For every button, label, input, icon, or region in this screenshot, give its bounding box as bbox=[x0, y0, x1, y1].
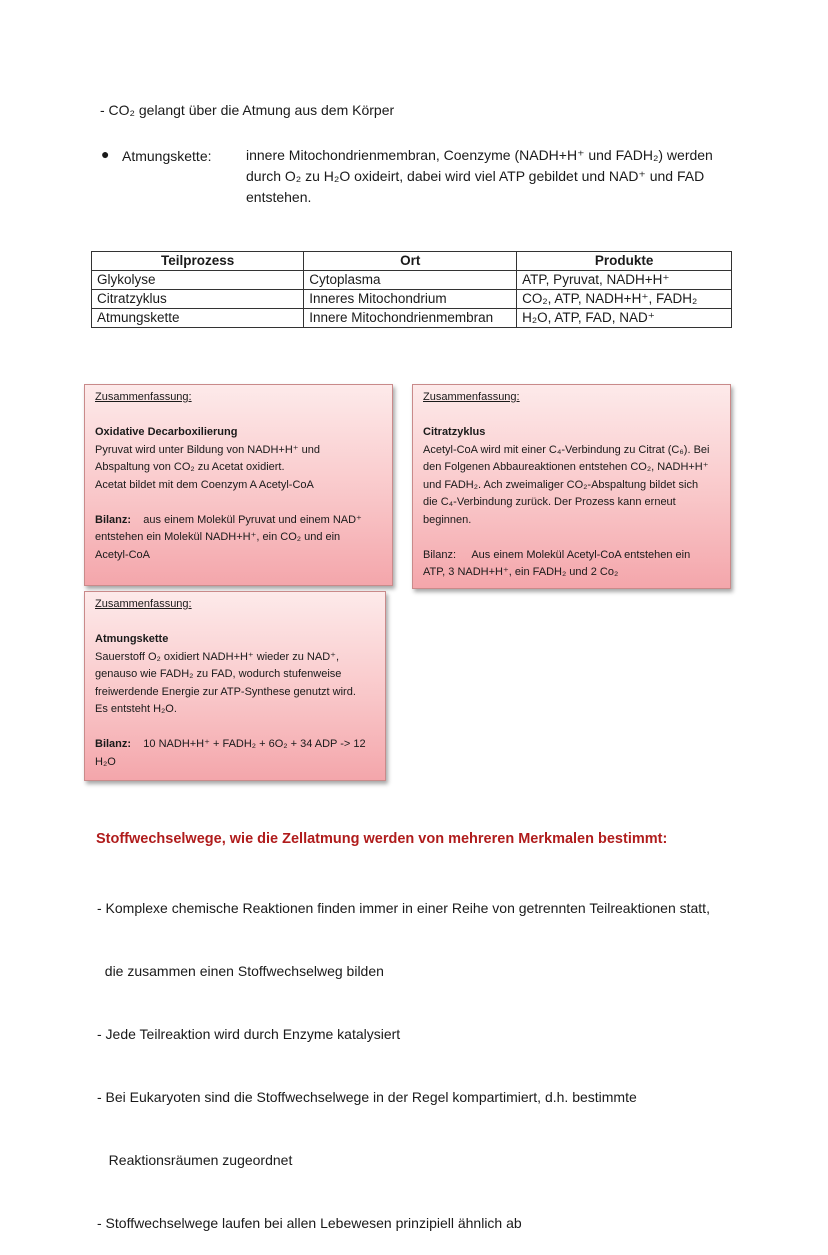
table-cell: Innere Mitochondrienmembran bbox=[304, 309, 517, 328]
summary-line: Pyruvat wird unter Bildung von NADH+H⁺ und bbox=[95, 443, 320, 456]
atm-line-2: durch O₂ zu H₂O oxideirt, dabei wird viel ATP gebildet und NAD⁺ und FAD bbox=[246, 168, 705, 184]
table-header: Ort bbox=[304, 252, 517, 271]
bullet-icon: ● bbox=[101, 146, 110, 162]
summary-line: Sauerstoff O₂ oxidiert NADH+H⁺ wieder zu NAD⁺, bbox=[95, 650, 340, 663]
bilanz-label: Bilanz: bbox=[95, 513, 132, 526]
co2-line: - CO₂ gelangt über die Atmung aus dem Körper bbox=[100, 102, 395, 118]
summary-line: die C₄-Verbindung zurück. Der Prozess kann erneut bbox=[423, 496, 676, 508]
summary-title: Citratzyklus bbox=[423, 426, 486, 438]
summary-title: Atmungskette bbox=[95, 633, 169, 645]
table-cell: Glykolyse bbox=[92, 271, 304, 290]
summary-line: Abspaltung von CO₂ zu Acetat oxidiert. bbox=[95, 461, 285, 473]
bilanz-label: Bilanz: bbox=[95, 738, 132, 750]
summary-box-decarboxylation bbox=[84, 384, 393, 586]
bilanz-line bbox=[423, 547, 720, 565]
table-cell: ATP, Pyruvat, NADH+H⁺ bbox=[517, 271, 732, 290]
summary-label: Zusammenfassung: bbox=[95, 598, 192, 610]
bilanz-line: H₂O bbox=[95, 755, 116, 768]
bilanz-label: Bilanz: bbox=[423, 548, 457, 561]
table-header: Produkte bbox=[517, 252, 732, 271]
table-cell: Atmungskette bbox=[92, 309, 304, 328]
table-cell: Inneres Mitochondrium bbox=[304, 290, 517, 309]
summary-title: Oxidative Decarboxilierung bbox=[95, 426, 238, 438]
atmungskette-description bbox=[246, 145, 726, 208]
list-item: - Bei Eukaryoten sind die Stoffwechselwege in der Regel kompartimiert, d.h. bestimmte bbox=[97, 1089, 637, 1105]
summary-line: den Folgenen Abbaureaktionen entstehen CO₂, NADH+H⁺ bbox=[423, 461, 709, 473]
summary-line: freiwerdende Energie zur ATP-Synthese genutzt wird. bbox=[95, 685, 356, 698]
summary-line: genauso wie FADH₂ zu FAD, wodurch stufenweise bbox=[95, 668, 342, 680]
bilanz-line: ATP, 3 NADH+H⁺, ein FADH₂ und 2 Co₂ bbox=[423, 566, 619, 578]
atm-line-3: entstehen. bbox=[246, 189, 312, 205]
summary-line: und FADH₂. Ach zweimaliger CO₂-Abspaltung bildet sich bbox=[423, 478, 699, 491]
bilanz-line: Acetyl-CoA bbox=[95, 548, 151, 561]
list-item: - Stoffwechselwege laufen bei allen Lebewesen prinzipiell ähnlich ab bbox=[97, 1215, 522, 1231]
table-cell: Citratzyklus bbox=[92, 290, 304, 309]
summary-label: Zusammenfassung: bbox=[95, 391, 192, 403]
bilanz-line bbox=[95, 512, 382, 530]
summary-box-citrate-cycle bbox=[412, 384, 731, 589]
list-item: - Komplexe chemische Reaktionen finden immer in einer Reihe von getrennten Teilreaktionen statt, bbox=[97, 900, 710, 916]
table-row bbox=[92, 309, 732, 328]
table-header-row bbox=[92, 252, 732, 271]
summary-line: beginnen. bbox=[423, 513, 472, 526]
bilanz-text: Aus einem Molekül Acetyl-CoA entstehen ein bbox=[471, 548, 691, 561]
metabolism-heading: Stoffwechselwege, wie die Zellatmung werden von mehreren Merkmalen bestimmt: bbox=[96, 831, 668, 847]
table-header: Teilprozess bbox=[92, 252, 304, 271]
bilanz-line bbox=[95, 736, 375, 754]
list-item: Reaktionsräumen zugeordnet bbox=[97, 1152, 293, 1168]
summary-box-respiratory-chain bbox=[84, 591, 386, 781]
bilanz-text: 10 NADH+H⁺ + FADH₂ + 6O₂ + 34 ADP -> 12 bbox=[143, 738, 366, 750]
metabolism-list bbox=[97, 856, 737, 1255]
summary-line: Es entsteht H₂O. bbox=[95, 703, 177, 715]
table-row bbox=[92, 290, 732, 309]
process-table bbox=[91, 251, 732, 328]
table-cell: H₂O, ATP, FAD, NAD⁺ bbox=[517, 309, 732, 328]
table-row bbox=[92, 271, 732, 290]
summary-line: Acetat bildet mit dem Coenzym A Acetyl-CoA bbox=[95, 478, 314, 491]
table-cell: Cytoplasma bbox=[304, 271, 517, 290]
bilanz-text: aus einem Molekül Pyruvat und einem NAD⁺ bbox=[143, 513, 362, 526]
atmungskette-label: Atmungskette: bbox=[122, 148, 212, 164]
summary-label: Zusammenfassung: bbox=[423, 391, 520, 403]
atm-line-1: innere Mitochondrienmembran, Coenzyme (NADH+H⁺ und FADH₂) werden bbox=[246, 147, 713, 163]
bilanz-line: entstehen ein Molekül NADH+H⁺, ein CO₂ und ein bbox=[95, 531, 341, 543]
list-item: die zusammen einen Stoffwechselweg bilden bbox=[97, 963, 384, 979]
summary-line: Acetyl-CoA wird mit einer C₄-Verbindung zu Citrat (C₆). Bei bbox=[423, 443, 710, 456]
list-item: - Jede Teilreaktion wird durch Enzyme katalysiert bbox=[97, 1026, 401, 1042]
table-cell: CO₂, ATP, NADH+H⁺, FADH₂ bbox=[517, 290, 732, 309]
